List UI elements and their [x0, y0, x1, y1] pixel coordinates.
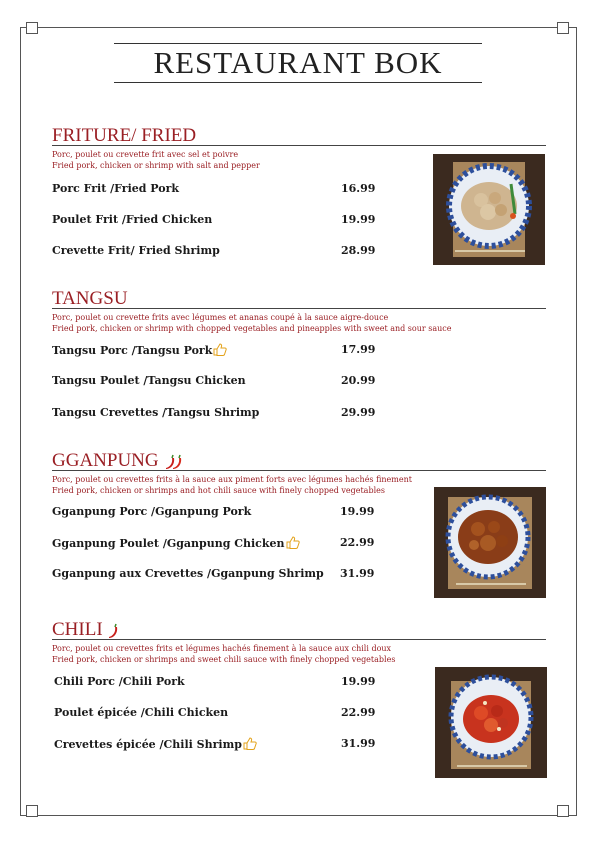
menu-item — [52, 505, 251, 518]
item-name: Crevette Frit/ Fried Shrimp — [52, 244, 220, 257]
item-name: Gganpung aux Crevettes /Gganpung Shrimp — [52, 567, 324, 580]
section-tangsu — [52, 288, 546, 419]
item-name: Poulet épicée /Chili Chicken — [54, 706, 229, 719]
section-desc-en: Fried pork, chicken or shrimps and sweet chili sauce with finely chopped vegetables — [52, 655, 396, 664]
section-desc-fr: Porc, poulet ou crevette frit avec sel et poivre — [52, 150, 239, 159]
menu-item — [52, 213, 212, 226]
section-desc-fr: Porc, poulet ou crevette frits avec légumes et ananas coupé à la sauce aigre-douce — [52, 313, 389, 322]
menu-item — [54, 737, 257, 751]
item-price: 31.99 — [341, 737, 376, 750]
item-name: Gganpung Porc /Gganpung Pork — [52, 505, 252, 518]
section-title-text: CHILI — [52, 619, 103, 640]
item-price: 28.99 — [341, 244, 376, 257]
section-title-text: FRITURE/ FRIED — [52, 125, 197, 146]
chili-pepper-icon — [107, 623, 119, 639]
item-name: Crevettes épicée /Chili Shrimp — [54, 738, 242, 751]
title-banner — [114, 43, 482, 83]
item-price: 22.99 — [341, 706, 376, 719]
item-name: Tangsu Poulet /Tangsu Chicken — [52, 374, 246, 387]
menu-item — [52, 182, 179, 195]
menu-item — [52, 374, 246, 387]
frame-corner-tr — [557, 22, 569, 34]
section-desc-fr: Porc, poulet ou crevettes frits à la sauce aux piment forts avec légumes hachés finement — [52, 475, 412, 484]
section-title — [52, 620, 546, 640]
double-chili-pepper-icon — [163, 454, 183, 470]
menu-item — [52, 343, 227, 357]
menu-item — [54, 675, 185, 688]
item-price: 19.99 — [341, 675, 376, 688]
item-price: 19.99 — [340, 505, 375, 518]
menu-item — [52, 244, 220, 257]
item-price: 20.99 — [341, 374, 376, 387]
section-title-text: TANGSU — [52, 288, 128, 309]
thumbs-up-icon — [213, 343, 227, 356]
item-name: Poulet Frit /Fried Chicken — [52, 213, 213, 226]
item-name: Porc Frit /Fried Pork — [52, 182, 179, 195]
food-photo-fried — [433, 154, 545, 265]
menu-item — [52, 536, 300, 550]
item-price: 29.99 — [341, 406, 376, 419]
section-desc-en: Fried pork, chicken or shrimp with salt and pepper — [52, 161, 260, 170]
section-desc-en: Fried pork, chicken or shrimps and hot chili sauce with finely chopped vegetables — [52, 486, 385, 495]
item-name: Tangsu Crevettes /Tangsu Shrimp — [52, 406, 260, 419]
frame-corner-bl — [26, 805, 38, 817]
page-title: RESTAURANT BOK — [153, 45, 443, 80]
section-title — [52, 451, 546, 471]
menu-item — [52, 406, 259, 419]
item-price: 19.99 — [341, 213, 376, 226]
frame-corner-tl — [26, 22, 38, 34]
food-photo-gganpung — [434, 487, 546, 598]
item-price: 22.99 — [340, 536, 375, 549]
frame-corner-br — [557, 805, 569, 817]
food-photo-chili — [435, 667, 547, 778]
item-name: Chili Porc /Chili Pork — [54, 675, 185, 688]
section-chili — [52, 619, 546, 751]
thumbs-up-icon — [243, 737, 257, 750]
item-name: Tangsu Porc /Tangsu Pork — [52, 344, 213, 357]
menu-item — [52, 567, 324, 580]
item-price: 16.99 — [341, 182, 376, 195]
section-title-text: GGANPUNG — [52, 450, 159, 471]
section-title — [52, 289, 546, 309]
item-price: 31.99 — [340, 567, 375, 580]
section-title — [52, 126, 546, 146]
thumbs-up-icon — [286, 536, 300, 549]
item-name: Gganpung Poulet /Gganpung Chicken — [52, 537, 285, 550]
item-price: 17.99 — [341, 343, 376, 356]
section-desc-en: Fried pork, chicken or shrimp with chopped vegetables and pineapples with sweet and sour sauce — [52, 324, 452, 333]
menu-item — [54, 706, 228, 719]
section-desc-fr: Porc, poulet ou crevettes frits et légumes hachés finement à la sauce aux chili doux — [52, 644, 392, 653]
